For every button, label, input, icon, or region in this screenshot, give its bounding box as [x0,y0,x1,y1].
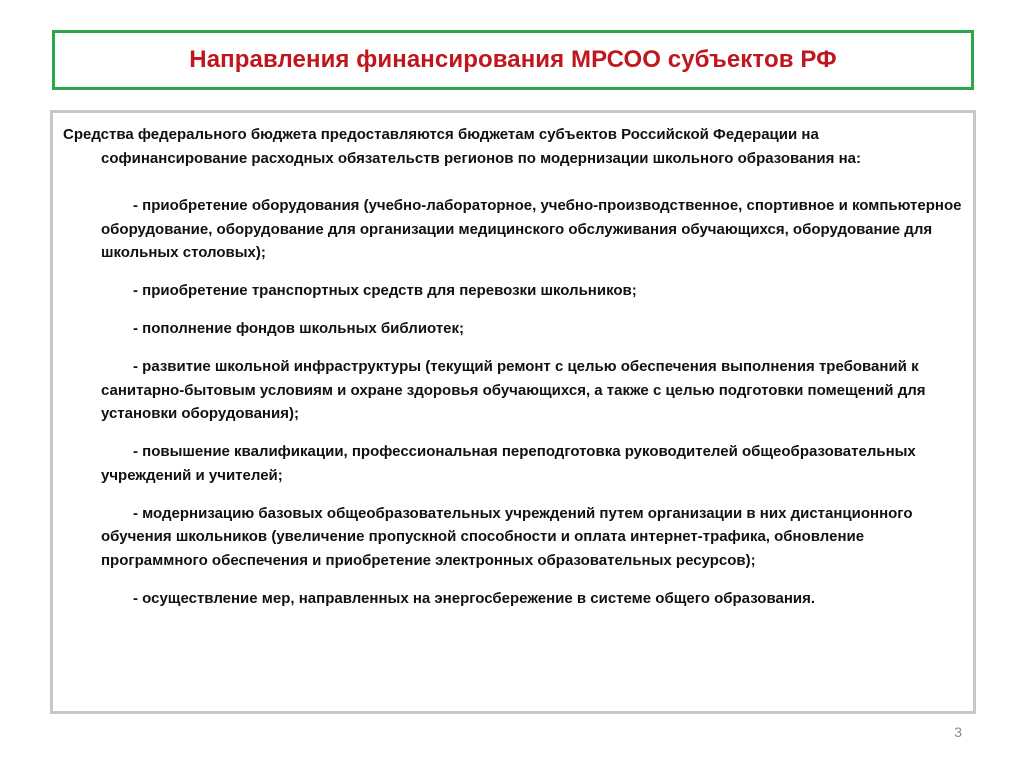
list-item-infrastructure: - развитие школьной инфраструктуры (текущий ремонт с целью обеспечения выполнения требований к санитарно-бытовым условиям и охране здоровья обучающихся, а также с целью подготовки помещений для установки оборудования); [101,358,926,422]
intro-paragraph: Средства федерального бюджета предоставляются бюджетам субъектов Российской Федерации на софинансирование расходных обязательств регионов по модернизации школьного образования на: [63,126,861,167]
list-item-equipment: - приобретение оборудования (учебно-лабораторное, учебно-производственное, спортивное и компьютерное оборудование, оборудование для организации медицинского обслуживания обучающихся, оборудование для школьных столовых); [101,197,962,261]
content-frame [50,110,976,714]
list-item-energy-saving: - осуществление мер, направленных на энергосбережение в системе общего образования. [133,589,816,607]
title-frame [52,30,974,90]
list-item-qualification: - повышение квалификации, профессиональная переподготовка руководителей общеобразовательных учреждений и учителей; [101,443,916,484]
page-number: 3 [954,724,962,740]
list-item-transport: - приобретение транспортных средств для перевозки школьников; [133,282,637,299]
slide-title: Направления финансирования МРСОО субъектов РФ [189,46,837,73]
content-text [63,123,963,610]
funding-directions-list [63,194,963,610]
list-item-modernization: - модернизацию базовых общеобразовательных учреждений путем организации в них дистанционного обучения школьников (увеличение пропускной способности и оплата интернет-трафика, обновление программного обеспечения и приобретение электронных образовательных ресурсов); [101,504,913,569]
list-item-libraries: - пополнение фондов школьных библиотек; [133,320,465,337]
